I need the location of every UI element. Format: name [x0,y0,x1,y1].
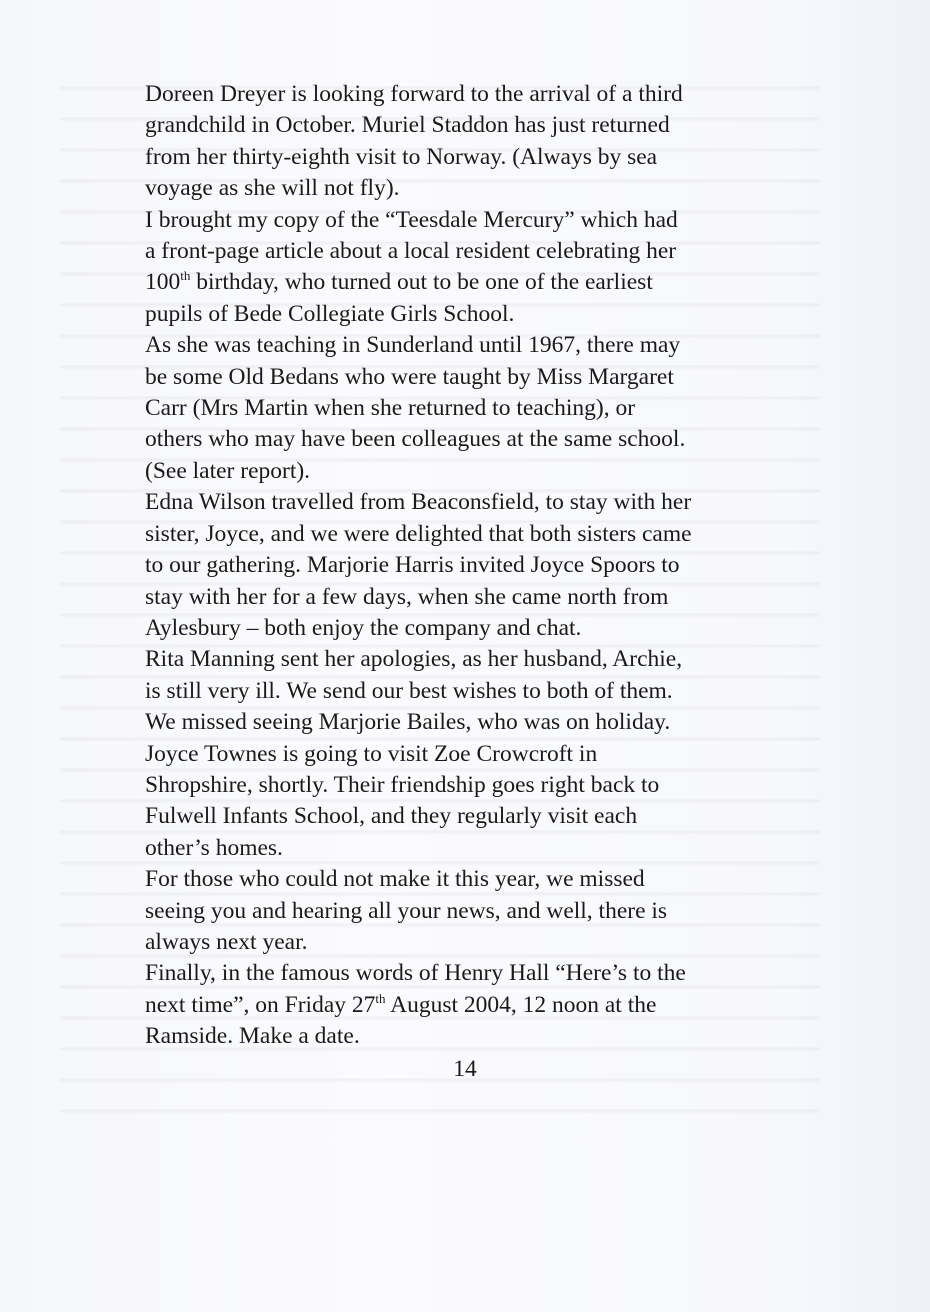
paragraph-teesdale-mercury [145,205,805,331]
paragraph-rita-manning [145,644,805,864]
text-line: For those who could not make it this year, we missed [145,866,645,893]
text-line: Edna Wilson travelled from Beaconsfield, to stay with her [145,489,692,516]
text-line: Finally, in the famous words of Henry Hall “Here’s to the [145,960,686,987]
text-line: Ramside. Make a date. [145,1023,360,1050]
text-line: Doreen Dreyer is looking forward to the arrival of a third [145,81,683,107]
text-line: We missed seeing Marjorie Bailes, who was on holiday. [145,709,671,736]
page-number: 14 [453,1056,477,1082]
text-line: is still very ill. We send our best wishes to both of them. [145,677,673,704]
text-line: Shropshire, shortly. Their friendship goes right back to [145,771,660,798]
text-line: sister, Joyce, and we were delighted that both sisters came [145,520,692,547]
text-line: stay with her for a few days, when she came north from [145,583,669,610]
ordinal-suffix: th [375,990,386,1006]
paragraph-margaret-carr [145,330,805,487]
text-line: always next year. [145,928,308,955]
text-line: As she was teaching in Sunderland until 1967, there may [145,332,681,359]
text-line: (See later report). [145,457,311,484]
text-line: other’s homes. [145,834,283,861]
text-line: to our gathering. Marjorie Harris invited Joyce Spoors to [145,552,680,579]
text-line: Aylesbury – both enjoy the company and chat. [145,614,582,641]
paragraph-henry-hall [145,958,805,1052]
paragraph-dreyer-staddon [145,79,805,205]
text-line: Rita Manning sent her apologies, as her husband, Archie, [145,646,683,673]
ordinal-suffix: th [180,268,191,284]
text-line: pupils of Bede Collegiate Girls School. [145,300,515,327]
text-line: a front-page article about a local resident celebrating her [145,238,677,265]
body-text [145,79,805,1053]
paragraph-next-year [145,864,805,958]
text-line [145,990,805,1021]
text-fragment: August 2004, 12 noon at the [385,991,657,1018]
text-line: grandchild in October. Muriel Staddon has just returned [145,112,670,139]
text-line: seeing you and hearing all your news, and well, there is [145,897,668,924]
text-line [145,267,805,298]
paragraph-edna-wilson [145,487,805,644]
text-line: I brought my copy of the “Teesdale Mercury” which had [145,206,678,233]
text-line: be some Old Bedans who were taught by Miss Margaret [145,363,674,390]
text-line: from her thirty-eighth visit to Norway. (Always by sea [145,143,658,170]
text-line: others who may have been colleagues at the same school. [145,426,686,453]
text-fragment: 100 [145,269,181,296]
text-line: Fulwell Infants School, and they regularly visit each [145,803,638,830]
text-line: Joyce Townes is going to visit Zoe Crowcroft in [145,740,598,767]
text-fragment: next time”, on Friday 27 [145,991,376,1018]
text-line: voyage as she will not fly). [145,175,400,202]
text-fragment: birthday, who turned out to be one of the earliest [190,269,653,296]
text-line: Carr (Mrs Martin when she returned to teaching), or [145,395,636,422]
